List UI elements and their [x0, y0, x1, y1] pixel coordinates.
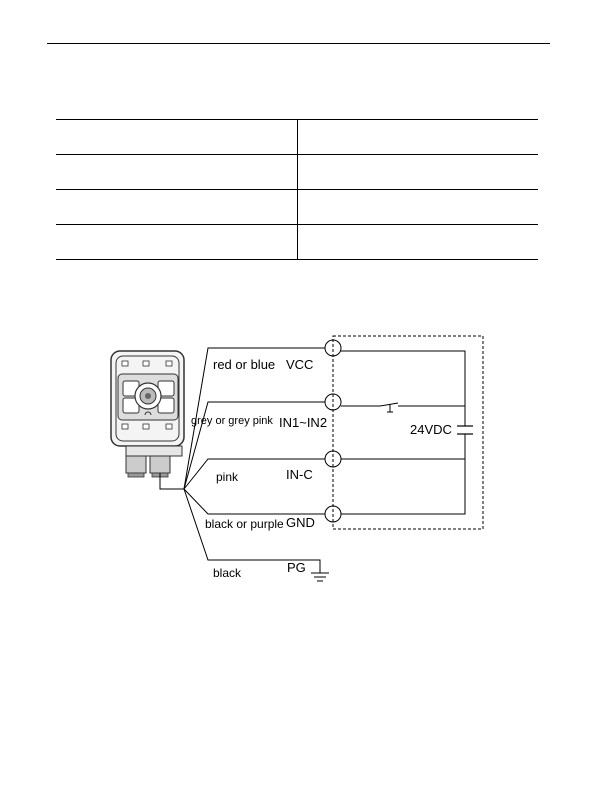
fan-wires: [184, 348, 333, 573]
signal-label: IN1~IN2: [279, 415, 328, 430]
wire-color-label: pink: [216, 470, 239, 484]
wire-color-label: red or blue: [213, 357, 276, 372]
camera-device-icon: [111, 351, 184, 477]
signal-label: IN-C: [286, 467, 313, 482]
signal-label: VCC: [286, 357, 314, 372]
supply-label: 24VDC: [410, 422, 452, 437]
signal-label: PG: [287, 560, 306, 575]
wire-color-label: black: [213, 566, 242, 580]
capacitor-icon: [457, 426, 473, 434]
wire-color-label: grey or grey pink: [191, 415, 273, 427]
switch-icon: [380, 403, 398, 412]
signal-label: GND: [286, 515, 315, 530]
ground-icon: [311, 573, 329, 581]
external-circuit-box: [333, 336, 483, 529]
wire-color-label: black or purple: [205, 517, 284, 531]
